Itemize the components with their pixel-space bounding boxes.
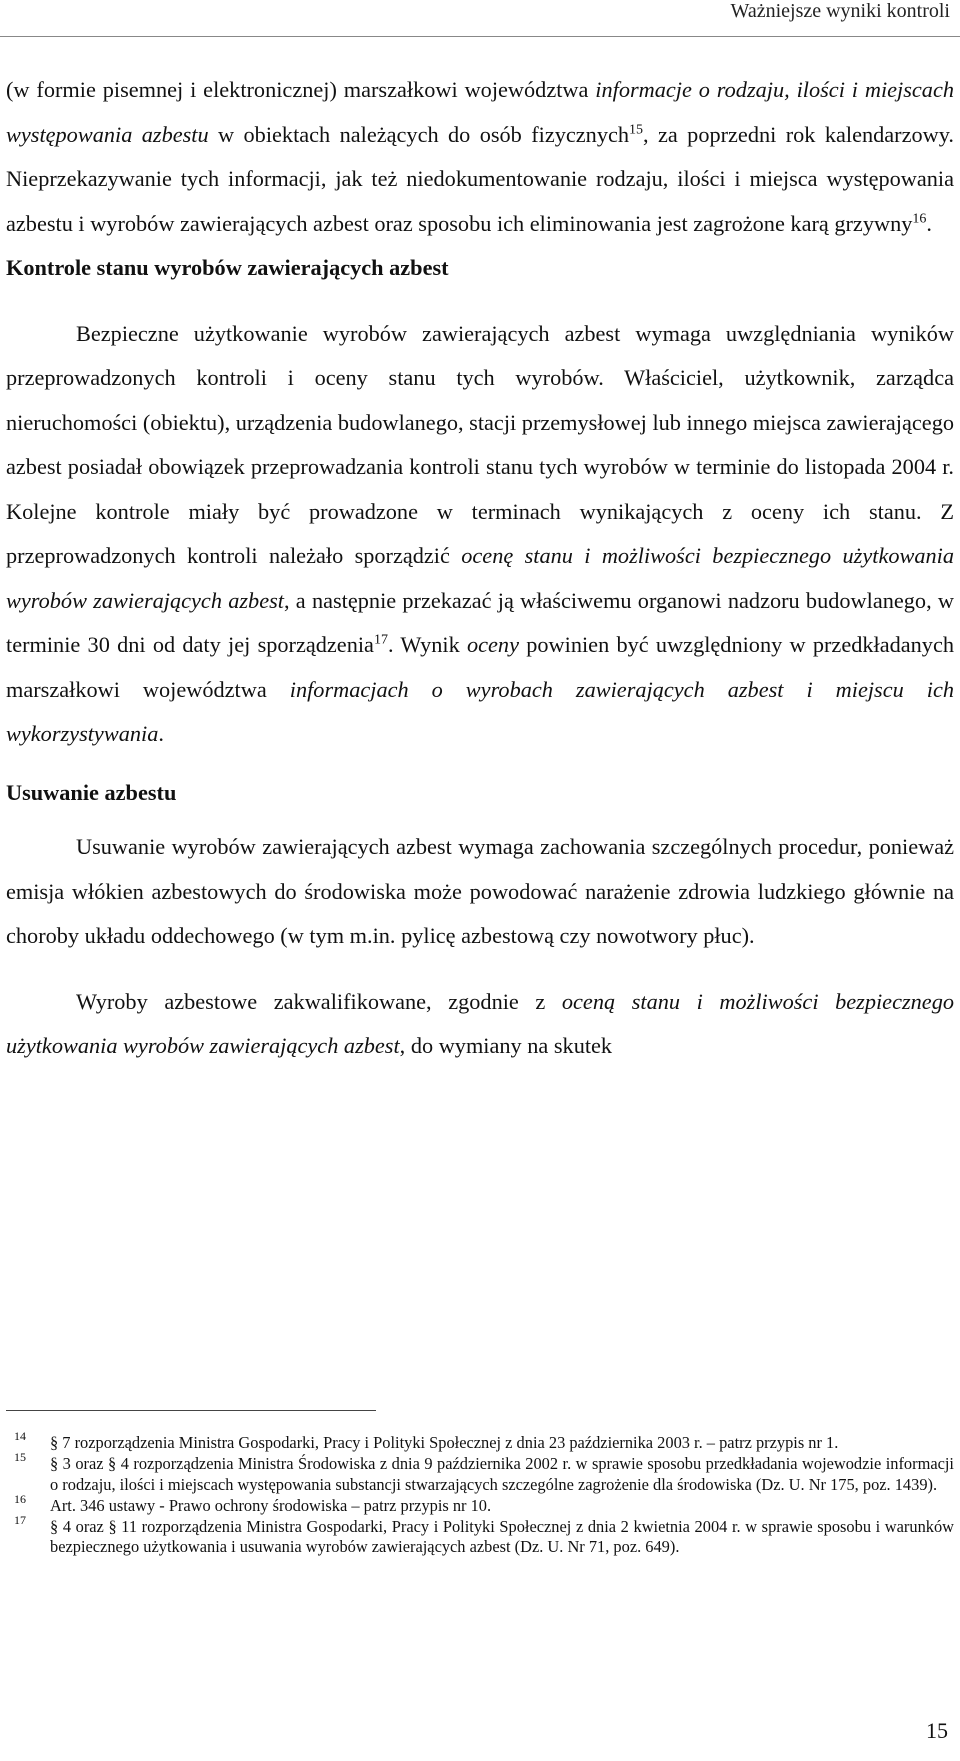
footnote-ref-15[interactable]: 15 xyxy=(629,122,644,138)
paragraph-kontrole xyxy=(6,312,954,757)
italic-term: ocenę stanu i możliwości bezpiecznego użytkowania wyrobów zawierających azbest xyxy=(6,543,955,613)
paragraph-reporting xyxy=(6,68,954,246)
footnote-14 xyxy=(6,1429,954,1453)
footnote-16 xyxy=(6,1491,954,1516)
page-number: 15 xyxy=(926,1718,948,1743)
text-span: , za poprzedni rok kalendarzowy. Nieprzekazywanie tych informacji, jak też niedokumentowanie rodzaju, ilości i miejsca występowania azbestu i wyrobów zawierających azbest oraz sposobu ich eliminowania jest zagrożone karą grzywny xyxy=(6,121,955,236)
text-span: Bezpieczne użytkowanie wyrobów zawierających azbest wymaga uwzględniania wyników przeprowadzonych kontroli i oceny stanu tych wyrobów. Właściciel, użytkownik, zarządca nieruchomości (obiektu), urządzenia budowlanego, stacji przemysłowej lub innego miejsca zawierającego azbest posiadał obowiązek przeprowadzania kontroli stanu tych wyrobów w terminie do listopada 2004 r. Kolejne kontrole miały być prowadzone w terminach wynikających z oceny ich stanu. Z przeprowadzonych kontroli należało sporządzić xyxy=(6,320,954,568)
paragraph-wymiana xyxy=(6,980,954,1069)
text-span: w obiektach należących do osób fizycznych xyxy=(208,121,630,147)
footnote-text: § 4 oraz § 11 rozporządzenia Ministra Gospodarki, Pracy i Polityki Społecznej z dnia 2 kwietnia 2004 r. w sprawie sposobu i warunków bezpiecznego użytkowania i usuwania wyrobów zawierających azbest (Dz. U. Nr 71, poz. 649). xyxy=(50,1517,954,1557)
footnote-text: § 7 rozporządzenia Ministra Gospodarki, Pracy i Polityki Społecznej z dnia 23 października 2003 r. – patrz przypis nr 1. xyxy=(50,1433,839,1452)
footnote-text: Art. 346 ustawy - Prawo ochrony środowiska – patrz przypis nr 10. xyxy=(50,1495,492,1515)
text-span: . xyxy=(926,210,932,236)
text-span: Wyroby azbestowe zakwalifikowane, zgodnie z xyxy=(76,988,562,1014)
text-span: . Wynik xyxy=(387,632,467,657)
footnote-ref-17[interactable]: 17 xyxy=(373,632,388,648)
footnotes xyxy=(6,1429,954,1559)
header-rule xyxy=(0,36,960,37)
running-header: Ważniejsze wyniki kontroli xyxy=(730,0,950,22)
footnote-15 xyxy=(6,1450,954,1495)
text-span: , do wymiany na skutek xyxy=(399,1033,613,1058)
page-content xyxy=(6,68,954,1069)
italic-term: informacje o rodzaju, ilości i miejscach występowania azbestu xyxy=(6,77,954,147)
footnote-number: 14 xyxy=(14,1429,26,1443)
footnote-number: 16 xyxy=(14,1491,26,1506)
paragraph-usuwanie: Usuwanie wyrobów zawierających azbest wymaga zachowania szczególnych procedur, ponieważ emisja włókien azbestowych do środowiska może powodować narażenie zdrowia ludzkiego głównie na choroby układu oddechowego (w tym m.in. pylicę azbestową czy nowotwory płuc). xyxy=(6,834,954,948)
footnote-17 xyxy=(6,1513,954,1558)
footnote-number: 15 xyxy=(14,1450,26,1465)
italic-term: oceną stanu i możliwości bezpiecznego użytkowania wyrobów zawierających azbest xyxy=(6,988,954,1058)
text-span: , a następnie przekazać ją właściwemu organowi nadzoru budowlanego, w terminie 30 dni od daty jej sporządzenia xyxy=(6,587,954,657)
footnote-number: 17 xyxy=(14,1513,26,1528)
italic-term: informacjach o wyrobach zawierających azbest i miejscu ich wykorzystywania xyxy=(6,676,954,746)
section-heading-usuwanie: Usuwanie azbestu xyxy=(6,779,177,805)
text-span: powinien być uwzględniony w przedkładanych marszałkowi województwa xyxy=(6,632,954,702)
footnote-separator xyxy=(6,1410,376,1411)
footnote-text: § 3 oraz § 4 rozporządzenia Ministra Środowiska z dnia 9 października 2002 r. w sprawie sposobu przedkładania wojewodzie informacji o rodzaju, ilości i miejscach występowania substancji stwarzających szczególne zagrożenie dla środowiska (Dz. U. Nr 175, poz. 1439). xyxy=(50,1454,954,1494)
italic-term: oceny xyxy=(466,632,519,657)
text-span: . xyxy=(158,721,164,746)
section-heading-kontrole: Kontrole stanu wyrobów zawierających azbest xyxy=(6,255,449,280)
text-span: (w formie pisemnej i elektronicznej) marszałkowi województwa xyxy=(6,77,596,102)
footnote-ref-16[interactable]: 16 xyxy=(912,211,927,227)
